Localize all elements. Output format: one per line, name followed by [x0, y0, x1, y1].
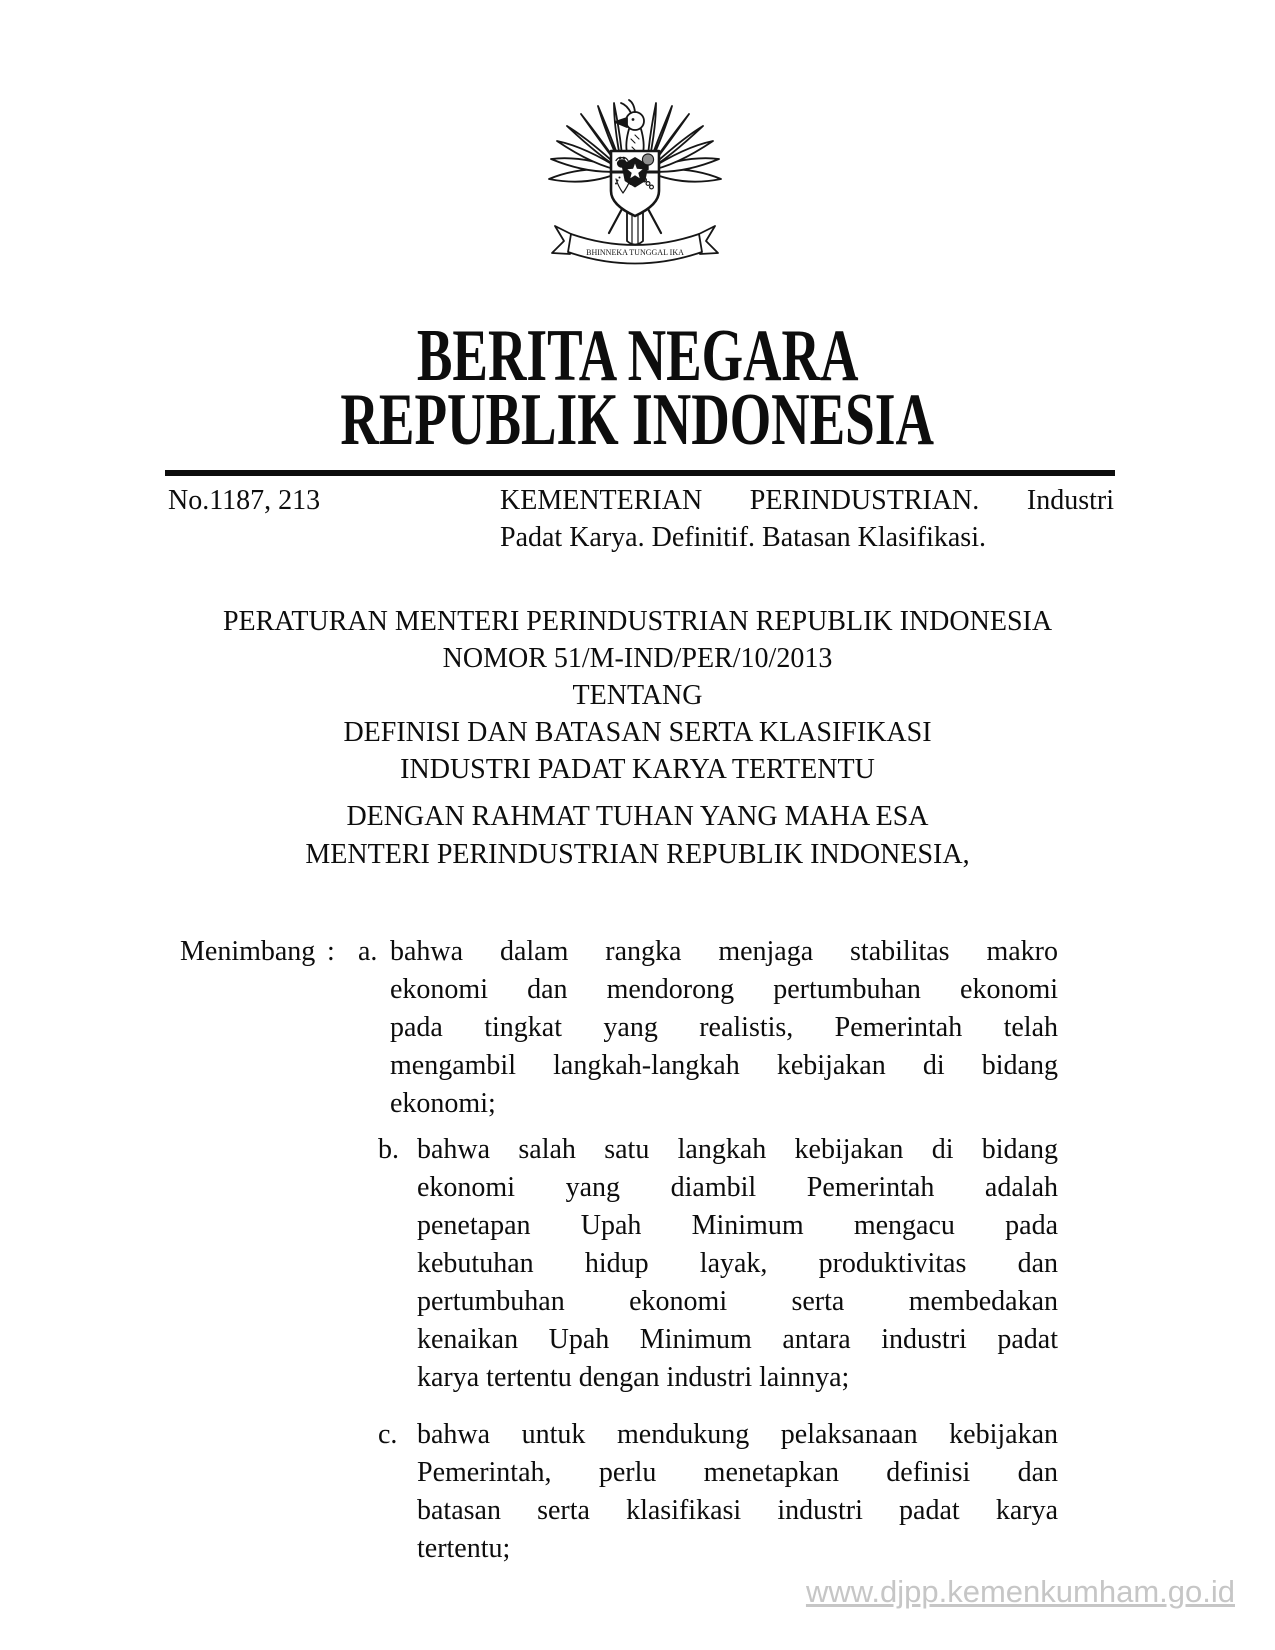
masthead-line-2: REPUBLIK INDONESIA — [340, 379, 935, 461]
garuda-emblem — [543, 92, 727, 282]
gazette-subject-line-1: KEMENTERIAN PERINDUSTRIAN. Industri — [500, 485, 1114, 516]
consideration-text — [390, 933, 1058, 1123]
consideration-text — [417, 1131, 1058, 1397]
consideration-line: pada tingkat yang realistis, Pemerintah telah — [390, 1012, 1058, 1043]
consideration-line: bahwa untuk mendukung pelaksanaan kebijakan — [417, 1419, 1058, 1450]
masthead-divider — [165, 470, 1115, 476]
gazette-subject-line-2: Padat Karya. Definitif. Batasan Klasifikasi. — [500, 522, 986, 553]
gazette-number: No.1187, 213 — [168, 485, 321, 516]
consideration-line: Pemerintah, perlu menetapkan definisi dan — [417, 1457, 1058, 1488]
consideration-line: kenaikan Upah Minimum antara industri padat — [417, 1324, 1058, 1355]
authority-line: MENTERI PERINDUSTRIAN REPUBLIK INDONESIA, — [305, 839, 970, 870]
emblem-motto: BHINNEKA TUNGGAL IKA — [586, 248, 684, 257]
considerations-label: Menimbang — [180, 936, 316, 967]
regulation-tentang-line: TENTANG — [572, 680, 703, 711]
consideration-line: mengambil langkah-langkah kebijakan di bidang — [390, 1050, 1058, 1081]
consideration-marker: a. — [358, 936, 378, 967]
regulation-number-line: NOMOR 51/M-IND/PER/10/2013 — [442, 643, 833, 674]
consideration-marker: c. — [378, 1419, 398, 1450]
gazette-subject — [500, 482, 1114, 556]
consideration-marker: b. — [378, 1134, 399, 1165]
consideration-line: bahwa dalam rangka menjaga stabilitas makro — [390, 936, 1058, 967]
consideration-line: batasan serta klasifikasi industri padat karya — [417, 1495, 1058, 1526]
consideration-line: tertentu; — [417, 1533, 511, 1564]
masthead-line-1: BERITA NEGARA — [416, 315, 859, 397]
invocation-line: DENGAN RAHMAT TUHAN YANG MAHA ESA — [346, 801, 929, 832]
consideration-line: kebutuhan hidup layak, produktivitas dan — [417, 1248, 1058, 1279]
garuda-pancasila-icon — [543, 92, 727, 282]
consideration-line: ekonomi dan mendorong pertumbuhan ekonomi — [390, 974, 1058, 1005]
consideration-item — [358, 1416, 1058, 1568]
regulation-subject-line-1: DEFINISI DAN BATASAN SERTA KLASIFIKASI — [343, 717, 932, 748]
consideration-line: penetapan Upah Minimum mengacu pada — [417, 1210, 1058, 1241]
consideration-item — [358, 933, 1058, 1123]
considerations-colon: : — [327, 936, 335, 967]
consideration-line: karya tertentu dengan industri lainnya; — [417, 1362, 850, 1393]
regulation-title-line: PERATURAN MENTERI PERINDUSTRIAN REPUBLIK INDONESIA — [222, 606, 1053, 637]
consideration-line: ekonomi; — [390, 1088, 496, 1119]
consideration-line: bahwa salah satu langkah kebijakan di bidang — [417, 1134, 1058, 1165]
consideration-text — [417, 1416, 1058, 1568]
regulation-subject-line-2: INDUSTRI PADAT KARYA TERTENTU — [400, 754, 875, 785]
consideration-line: pertumbuhan ekonomi serta membedakan — [417, 1286, 1058, 1317]
watermark-link[interactable]: www.djpp.kemenkumham.go.id — [805, 1574, 1235, 1609]
consideration-item — [358, 1131, 1058, 1397]
consideration-line: ekonomi yang diambil Pemerintah adalah — [417, 1172, 1058, 1203]
